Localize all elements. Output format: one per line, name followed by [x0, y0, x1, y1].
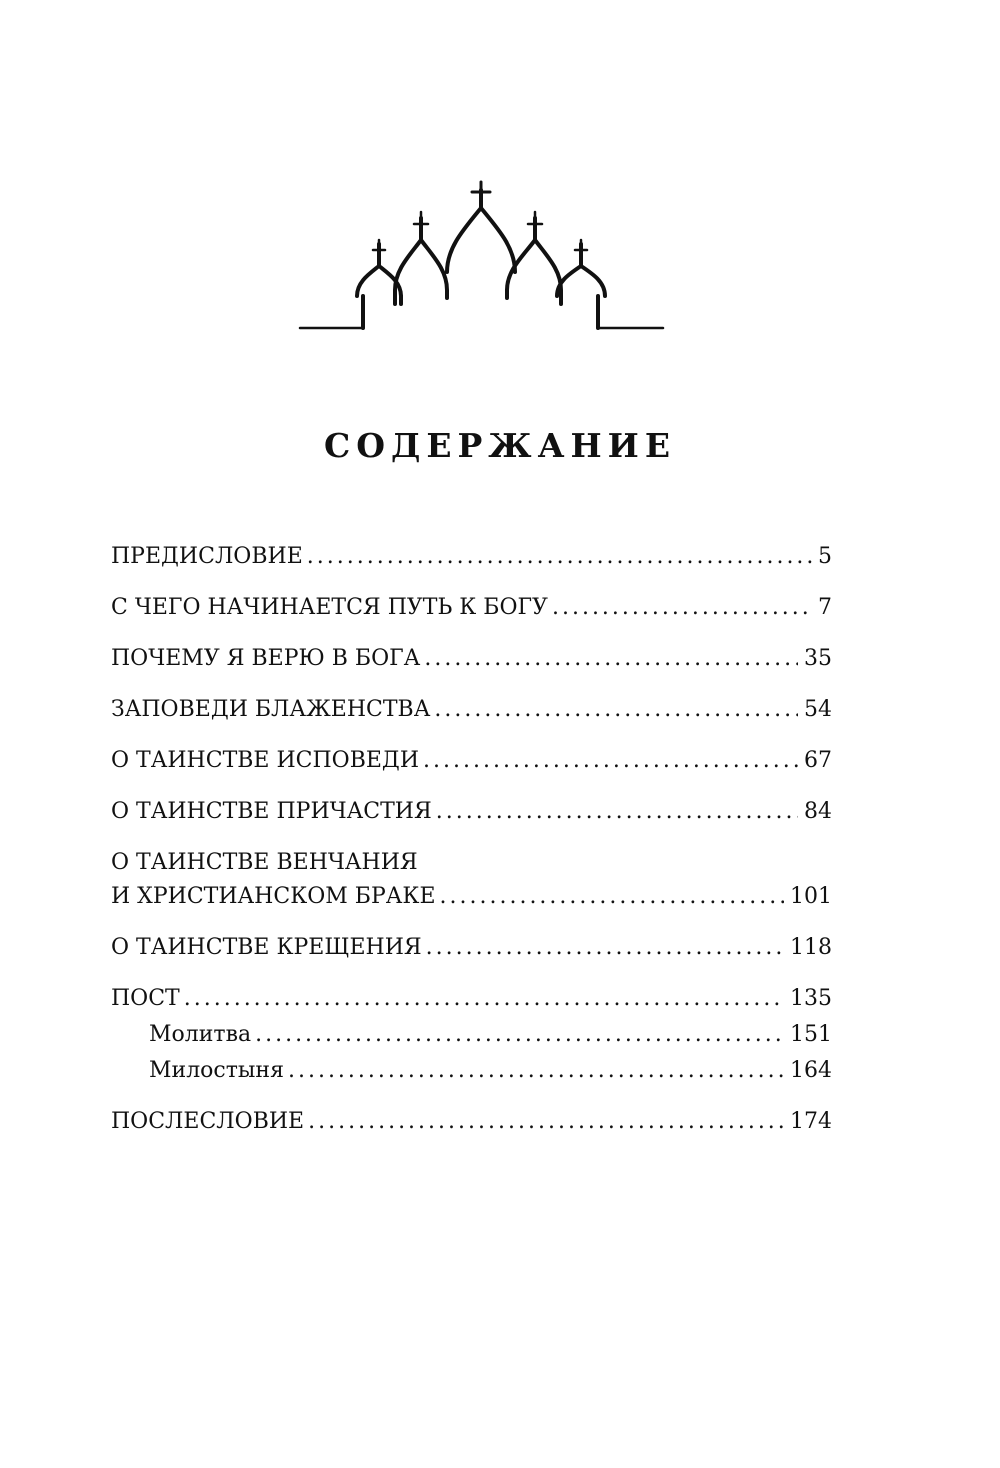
- toc-entry-label: ПОЧЕМУ Я ВЕРЮ В БОГА: [111, 646, 421, 671]
- toc-entry-label: Милостыня: [149, 1058, 284, 1083]
- toc-entry-label: Молитва: [149, 1022, 252, 1047]
- toc-entry-label: О ТАИНСТВЕ ИСПОВЕДИ: [111, 748, 419, 773]
- toc-entry-label: ПОСЛЕСЛОВИЕ: [111, 1109, 305, 1134]
- toc-subentry[interactable]: [111, 1018, 832, 1052]
- toc-entry-label: ПОСТ: [111, 986, 180, 1011]
- dot-leader: [440, 880, 785, 914]
- toc-entry-label: И ХРИСТИАНСКОМ БРАКЕ: [111, 884, 436, 909]
- toc-entry-page: 67: [804, 748, 832, 773]
- toc-entry-page: 101: [790, 884, 832, 909]
- toc-entry[interactable]: [111, 642, 832, 676]
- toc-entry[interactable]: [111, 795, 832, 829]
- toc-entry-label: О ТАИНСТВЕ КРЕЩЕНИЯ: [111, 935, 422, 960]
- toc-entry-label: С ЧЕГО НАЧИНАЕТСЯ ПУТЬ К БОГУ: [111, 595, 548, 620]
- dot-leader: [426, 931, 784, 965]
- toc-entry-label: ПРЕДИСЛОВИЕ: [111, 544, 303, 569]
- toc-entry-page: 5: [818, 544, 832, 569]
- toc-entry-multiline[interactable]: [111, 846, 832, 914]
- toc-entry[interactable]: [111, 693, 832, 727]
- page-title: СОДЕРЖАНИЕ: [323, 426, 676, 465]
- toc-entry-label-line1: О ТАИНСТВЕ ВЕНЧАНИЯ: [111, 850, 418, 875]
- toc-entry-page: 84: [804, 799, 832, 824]
- toc-entry-page: 35: [804, 646, 832, 671]
- toc-entry-page: 135: [790, 986, 832, 1011]
- toc-entry[interactable]: [111, 591, 832, 625]
- toc-entry-label: О ТАИНСТВЕ ПРИЧАСТИЯ: [111, 799, 432, 824]
- dot-leader: [255, 1018, 784, 1052]
- dot-leader: [434, 693, 798, 727]
- toc-entry-label: ЗАПОВЕДИ БЛАЖЕНСТВА: [111, 697, 431, 722]
- toc-entry-page: 54: [804, 697, 832, 722]
- dot-leader: [423, 744, 798, 778]
- dot-leader: [308, 1105, 784, 1139]
- toc-subentry[interactable]: [111, 1054, 832, 1088]
- toc-entry[interactable]: [111, 540, 832, 574]
- dot-leader: [288, 1054, 784, 1088]
- dot-leader: [436, 795, 798, 829]
- table-of-contents: [111, 540, 832, 1139]
- dot-leader: [184, 982, 784, 1016]
- dot-leader: [552, 591, 812, 625]
- toc-entry-page: 118: [790, 935, 832, 960]
- toc-entry: [111, 880, 832, 914]
- toc-entry[interactable]: [111, 931, 832, 965]
- toc-entry-page: 151: [790, 1022, 832, 1047]
- toc-entry-page: 7: [818, 595, 832, 620]
- toc-entry-page: 164: [790, 1058, 832, 1083]
- dot-leader: [307, 540, 812, 574]
- toc-entry[interactable]: [111, 982, 832, 1016]
- toc-entry[interactable]: [111, 744, 832, 778]
- toc-entry[interactable]: [111, 1105, 832, 1139]
- church-domes-icon: [295, 178, 667, 338]
- toc-entry-page: 174: [790, 1109, 832, 1134]
- dot-leader: [424, 642, 798, 676]
